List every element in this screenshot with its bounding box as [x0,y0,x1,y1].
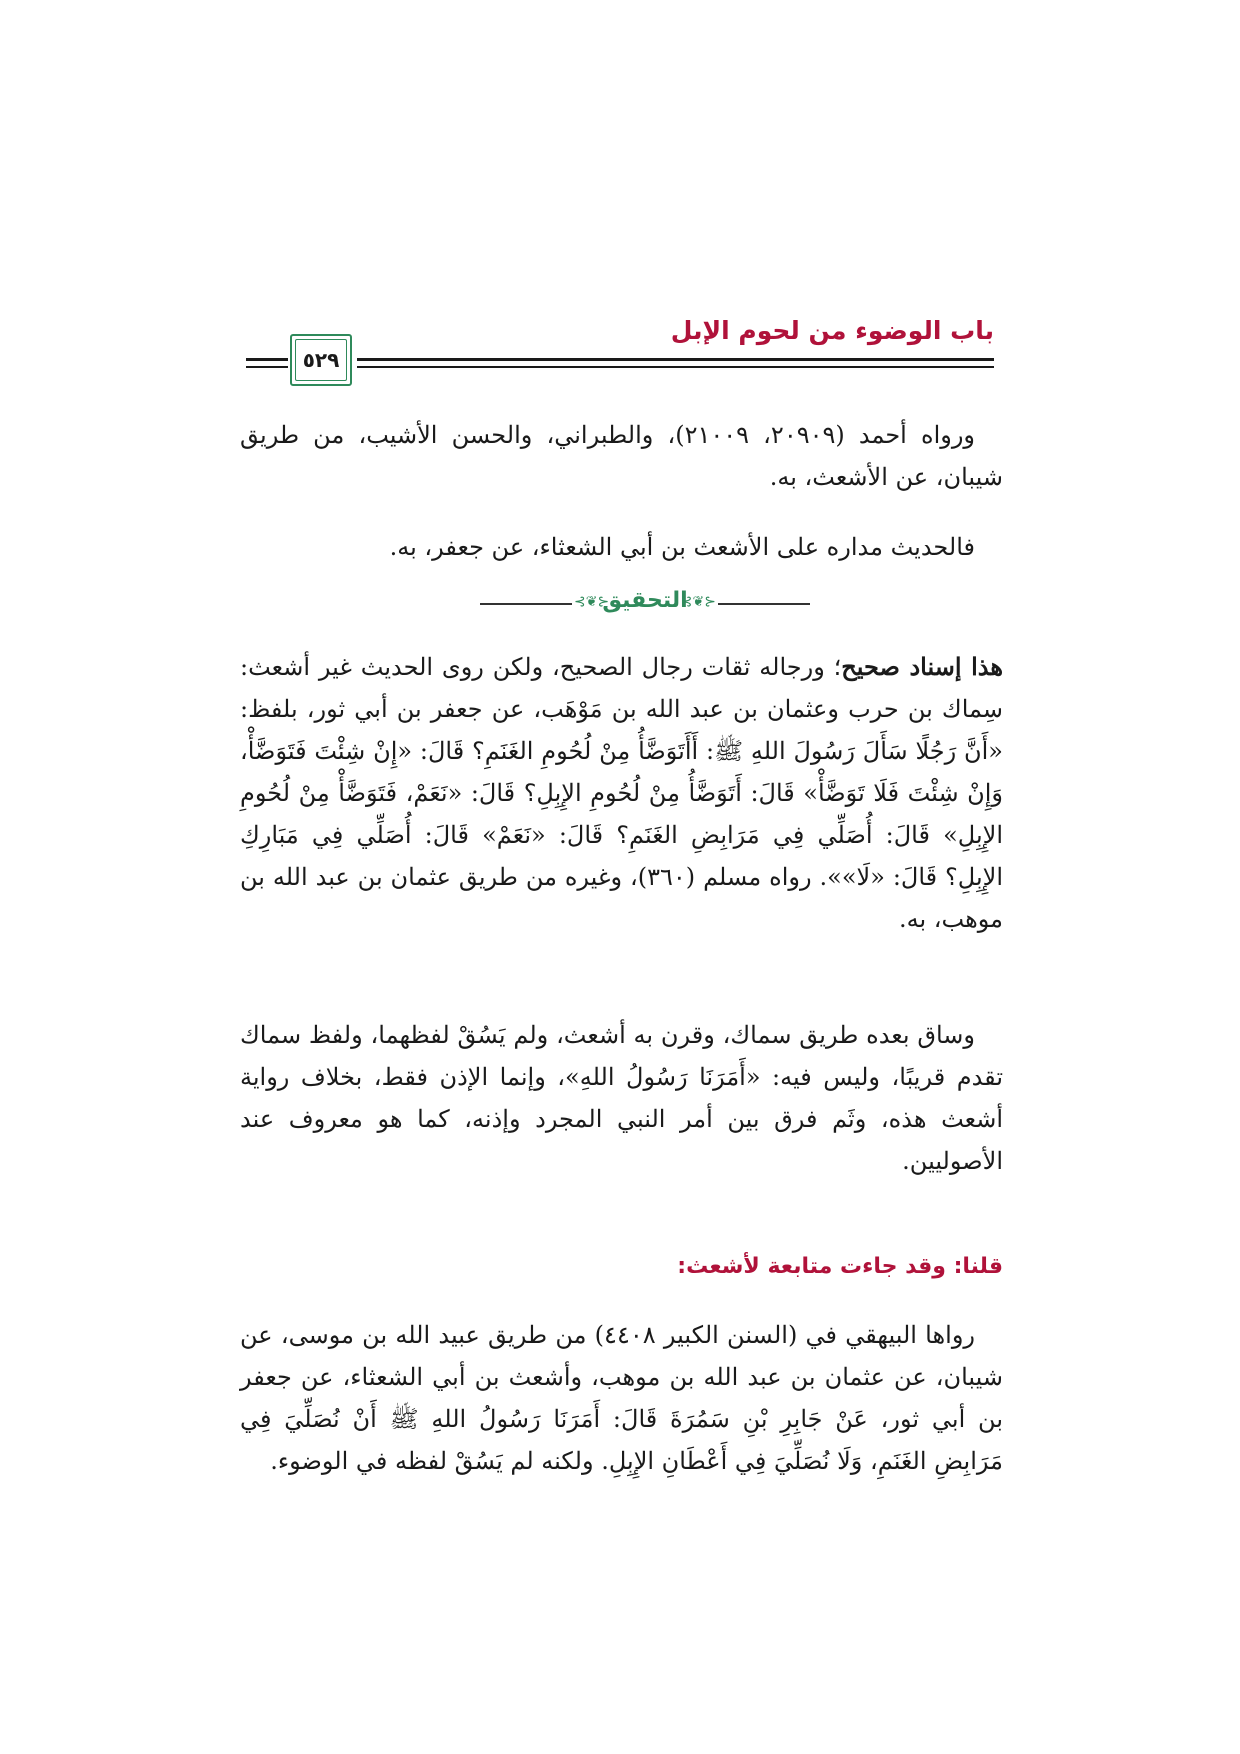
header-rule-left-thin [246,366,288,368]
paragraph-madar: فالحديث مداره على الأشعث بن أبي الشعثاء، عن جعفر، به. [389,533,975,561]
paragraph-bayhaqi: رواها البيهقي في (السنن الكبير ٤٤٠٨) من طريق عبيد الله بن موسى، عن شيبان، عن عثمان بن عبد الله بن موهب، وأشعث بن أبي الشعثاء، عن جعفر بن أبي ثور، عَنْ جَابِرِ بْنِ سَمُرَةَ قَالَ: أَمَرَنَا رَسُولُ اللهِ ﷺ أَنْ نُصَلِّيَ فِي مَرَابِضِ الغَنَمِ، وَلَا نُصَلِّيَ فِي أَعْطَانِ الإِبِلِ. ولكنه لم يَسُقْ لفظه في الوضوء. [240,1321,1003,1475]
ornament-right-icon: ⊰❦⊱ [680,594,716,610]
isnad-sahih-label: هذا إسناد صحيح [841,652,1003,681]
ornament-left-icon: ⊰❦⊱ [574,594,610,610]
page-number-badge [290,334,352,386]
paragraph-tahqiq [240,646,1003,940]
section-divider [480,588,810,616]
header-rule-thin [357,366,994,368]
header-rule-thick [357,358,994,361]
sub-heading: قلنا: وقد جاءت متابعة لأشعث: [677,1254,1003,1279]
header-rule-left-thick [246,358,288,361]
page-number: ٥٢٩ [302,348,340,372]
chapter-title: باب الوضوء من لحوم الإبل [670,316,994,345]
paragraph-simak: وساق بعده طريق سماك، وقرن به أشعث، ولم يَسُقْ لفظهما، ولفظ سماك تقدم قريبًا، وليس فيه: «أَمَرَنَا رَسُولُ اللهِ»، وإنما الإذن فقط، بخلاف رواية أشعث هذه، وثَم فرق بين أمر النبي المجرد وإذنه، كما هو معروف عند الأصوليين. [240,1021,1003,1175]
paragraph-ahmad: ورواه أحمد (٢٠٩٠٩، ٢١٠٠٩)، والطبراني، والحسن الأشيب، من طريق شيبان، عن الأشعث، به. [240,421,1003,491]
tahqiq-text: ؛ ورجاله ثقات رجال الصحيح، ولكن روى الحديث غير أشعث: سِماك بن حرب وعثمان بن عبد الله بن مَوْهَب، عن جعفر بن أبي ثور، بلفظ: «أَنَّ رَجُلًا سَأَلَ رَسُولَ اللهِ ﷺ: أَأَتَوَضَّأُ مِنْ لُحُومِ الغَنَمِ؟ قَالَ: «إِنْ شِئْتَ فَتَوَضَّأْ، وَإِنْ شِئْتَ فَلَا تَوَضَّأْ» قَالَ: أَتَوَضَّأُ مِنْ لُحُومِ الإِبِلِ؟ قَالَ: «نَعَمْ، فَتَوَضَّأْ مِنْ لُحُومِ الإِبِلِ» قَالَ: أُصَلِّي فِي مَرَابِضِ الغَنَمِ؟ قَالَ: «نَعَمْ» قَالَ: أُصَلِّي فِي مَبَارِكِ الإِبِلِ؟ قَالَ: «لَا»». رواه مسلم (٣٦٠)، وغيره من طريق عثمان بن عبد الله بن موهب، به. [240,653,1003,933]
divider-line-right [718,603,810,605]
section-title: التحقيق [602,588,688,613]
